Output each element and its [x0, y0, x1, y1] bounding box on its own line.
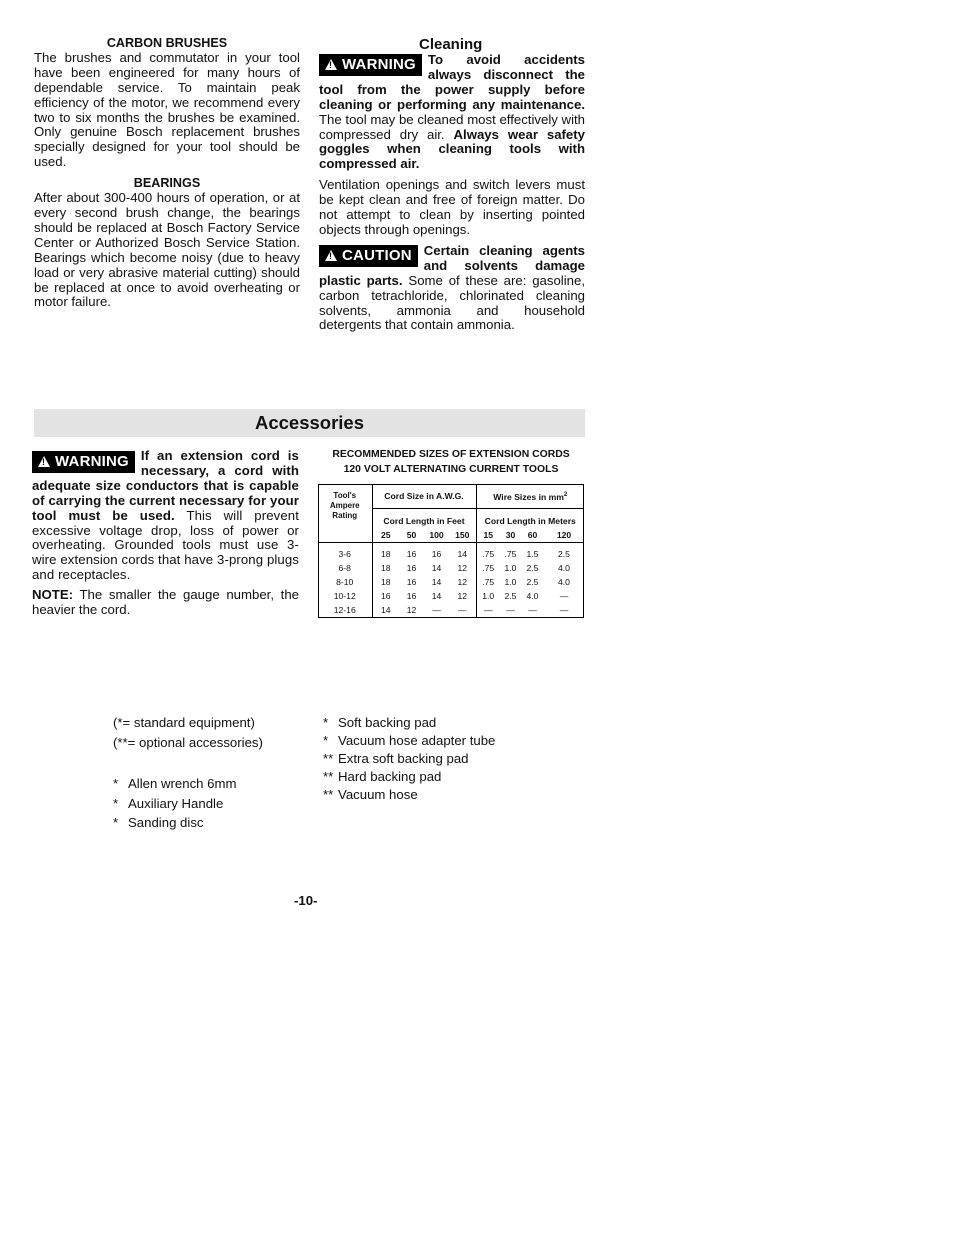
note-paragraph	[32, 588, 299, 618]
list-item	[323, 750, 495, 768]
caution-bold: Certain cleaning agents and solvents damage plastic parts.	[319, 242, 585, 288]
cell-awg: 18	[372, 575, 399, 589]
list-item-label: Soft backing pad	[338, 715, 437, 730]
list-item	[323, 732, 495, 750]
list-item	[113, 774, 236, 794]
cell-awg: 12	[406, 604, 417, 615]
extension-cord-table	[318, 484, 584, 617]
list-item-label: Hard backing pad	[338, 769, 442, 784]
cell-awg: 16	[406, 562, 417, 573]
cord-table-caption-line2: 120 VOLT ALTERNATING CURRENT TOOLS	[343, 464, 559, 475]
cell-awg: 18	[372, 561, 399, 575]
cleaning-warning	[319, 53, 585, 172]
meters-header: 60	[527, 529, 538, 540]
cell-awg: 12	[457, 590, 468, 601]
cell-mm: .75	[476, 561, 500, 575]
warning-triangle-icon	[325, 59, 337, 70]
table-row	[318, 575, 584, 589]
list-item	[113, 813, 236, 833]
bearings-text: After about 300-400 hours of operation, or at every second brush change, the bearings should be replaced at Bosch Factory Service Center or Authorized Bosch Service Station. Bearings which become noisy (due to heavy load or very abrasive material cutting) should be replaced at once to avoid overheating or motor failure.	[34, 190, 300, 310]
cell-mm: 1.0	[504, 576, 517, 587]
cleaning-column	[319, 37, 585, 333]
cell-ampere-rating: 10-12	[333, 590, 356, 601]
cell-awg: 14	[457, 548, 468, 559]
cell-ampere-rating: 6-8	[338, 562, 351, 573]
feet-header: 25	[372, 528, 399, 543]
cell-ampere-rating: 12-16	[333, 604, 356, 615]
sub-cord-length-feet: Cord Length in Feet	[372, 508, 476, 528]
cell-mm: .75	[504, 548, 517, 559]
list-item	[113, 794, 236, 814]
cell-mm: —	[559, 604, 569, 615]
cell-awg: —	[432, 604, 441, 615]
table-row	[318, 589, 584, 603]
legend-standard: (*= standard equipment)	[113, 715, 255, 730]
cell-awg: 16	[406, 548, 417, 559]
list-item-mark: **	[323, 787, 334, 802]
cell-mm: —	[528, 604, 537, 615]
note-label: NOTE:	[32, 587, 74, 603]
list-item-mark: *	[113, 795, 119, 811]
header-spacer	[318, 528, 372, 543]
cell-awg: —	[457, 604, 467, 615]
col-cord-size-awg: Cord Size in A.W.G.	[372, 484, 476, 508]
cell-awg: 16	[406, 590, 417, 601]
maintenance-column	[34, 36, 300, 310]
cell-mm: 1.5	[526, 548, 539, 559]
sub-cord-length-meters: Cord Length in Meters	[476, 508, 584, 528]
accessory-list-standard	[113, 774, 236, 833]
cell-mm: 1.0	[476, 589, 500, 603]
cell-awg: 14	[372, 603, 399, 617]
cord-table-caption	[318, 447, 584, 477]
accessories-title-bar	[34, 409, 585, 437]
cell-mm: —	[506, 604, 515, 615]
list-item-label: Vacuum hose	[338, 787, 418, 802]
list-item-label: Extra soft backing pad	[338, 751, 469, 766]
cell-mm: 2.5	[526, 562, 539, 573]
list-item-label: Sanding disc	[128, 815, 204, 830]
list-item-label: Vacuum hose adapter tube	[338, 733, 496, 748]
cord-table-caption-line1: RECOMMENDED SIZES OF EXTENSION CORDS	[332, 449, 570, 460]
cell-mm: 4.0	[558, 562, 570, 573]
cleaning-warning-bold2: Always wear safety goggles when cleaning tools with compressed air.	[319, 126, 585, 172]
meters-header: 30	[505, 529, 516, 540]
feet-header: 150	[455, 529, 470, 540]
cell-awg: 14	[431, 576, 442, 587]
cell-mm: —	[559, 590, 569, 601]
cell-mm: .75	[476, 575, 500, 589]
list-item-mark: *	[113, 776, 119, 791]
list-item	[323, 786, 495, 804]
feet-header: 100	[429, 529, 444, 540]
feet-header: 50	[406, 529, 417, 540]
cell-mm: 1.0	[504, 562, 517, 573]
col-wire-sizes: Wire Sizes in $mm^2$	[476, 484, 584, 508]
cell-mm: 2.5	[504, 590, 517, 601]
cell-mm: 2.5	[558, 548, 570, 559]
extension-warning-paragraph	[32, 449, 299, 583]
cell-awg: 18	[372, 542, 399, 561]
col-ampere-rating: Tool's Ampere Rating	[329, 490, 360, 520]
list-item-label: Allen wrench 6mm	[128, 776, 237, 791]
extension-warning-signal: !WARNING	[32, 451, 135, 473]
cell-mm: 4.0	[558, 576, 570, 587]
cleaning-warning-bold: To avoid accidents always disconnect the tool from the power supply before cleaning or performing any maintenance.	[319, 52, 585, 112]
cell-awg: 12	[457, 562, 468, 573]
caution-triangle-icon	[325, 250, 337, 261]
cell-mm: —	[476, 603, 500, 617]
cleaning-caution	[319, 244, 585, 333]
list-item	[323, 768, 495, 786]
page-number: -10-	[294, 893, 318, 908]
cleaning-heading: Cleaning	[419, 36, 483, 53]
cell-mm: 2.5	[526, 576, 539, 587]
meters-header: 120	[556, 529, 572, 540]
cell-ampere-rating: 8-10	[336, 576, 354, 587]
cell-awg: 16	[406, 576, 417, 587]
accessory-list-mixed	[323, 714, 495, 804]
cell-awg: 12	[457, 576, 468, 587]
cleaning-warning-text: The tool may be cleaned most effectively with compressed dry air.	[319, 111, 585, 142]
list-item-mark: **	[323, 751, 334, 766]
table-row	[318, 542, 584, 561]
cell-awg: 14	[431, 562, 442, 573]
extension-warning-bold: If an extension cord is necessary, a cord with adequate size conductors that is capable of carrying the current necessary for your tool must be used.	[32, 448, 299, 523]
note-text: The smaller the gauge number, the heavier the cord.	[32, 587, 299, 618]
cell-awg: 14	[431, 590, 442, 601]
cell-ampere-rating: 3-6	[338, 548, 351, 559]
table-row	[318, 561, 584, 575]
ventilation-text: Ventilation openings and switch levers must be kept clean and free of foreign matter. Do not attempt to clean by inserting pointed objects through openings.	[319, 177, 585, 237]
warning-signal-word: !WARNING	[319, 54, 422, 76]
list-item-mark: *	[113, 815, 119, 830]
table-row	[318, 603, 584, 617]
caution-signal-word: !CAUTION	[319, 245, 418, 267]
cell-mm: .75	[476, 542, 500, 561]
list-item-label: Auxiliary Handle	[128, 795, 224, 811]
carbon-brushes-heading: CARBON BRUSHES	[106, 36, 228, 50]
caution-text: Some of these are: gasoline, carbon tetrachloride, chlorinated cleaning solvents, ammonia and household detergents that contain ammonia.	[319, 272, 585, 333]
extension-warning-triangle-icon	[38, 456, 50, 467]
cell-awg: 16	[372, 589, 399, 603]
extension-cord-warning	[32, 449, 299, 618]
accessories-title: Accessories	[254, 412, 365, 433]
legend-block	[113, 713, 263, 753]
cell-mm: 4.0	[526, 590, 539, 601]
list-item	[323, 714, 495, 732]
bearings-heading: BEARINGS	[133, 176, 201, 191]
carbon-brushes-text: The brushes and commutator in your tool have been engineered for many hours of dependable service. To maintain peak efficiency of the motor, we recommend every two to six months the brushes be examined. Only genuine Bosch replacement brushes specially designed for your tool should be used.	[34, 49, 300, 170]
cell-awg: 16	[431, 548, 442, 559]
meters-header: 15	[476, 528, 500, 543]
extension-warning-text: This will prevent excessive voltage drop, loss of power or overheating. Grounded tools must use 3-wire extension cords that have 3-prong plugs and receptacles.	[32, 507, 299, 583]
list-item-mark: *	[323, 733, 329, 748]
list-item-mark: *	[323, 715, 329, 730]
legend-optional: (**= optional accessories)	[113, 735, 263, 750]
list-item-mark: **	[323, 769, 334, 784]
